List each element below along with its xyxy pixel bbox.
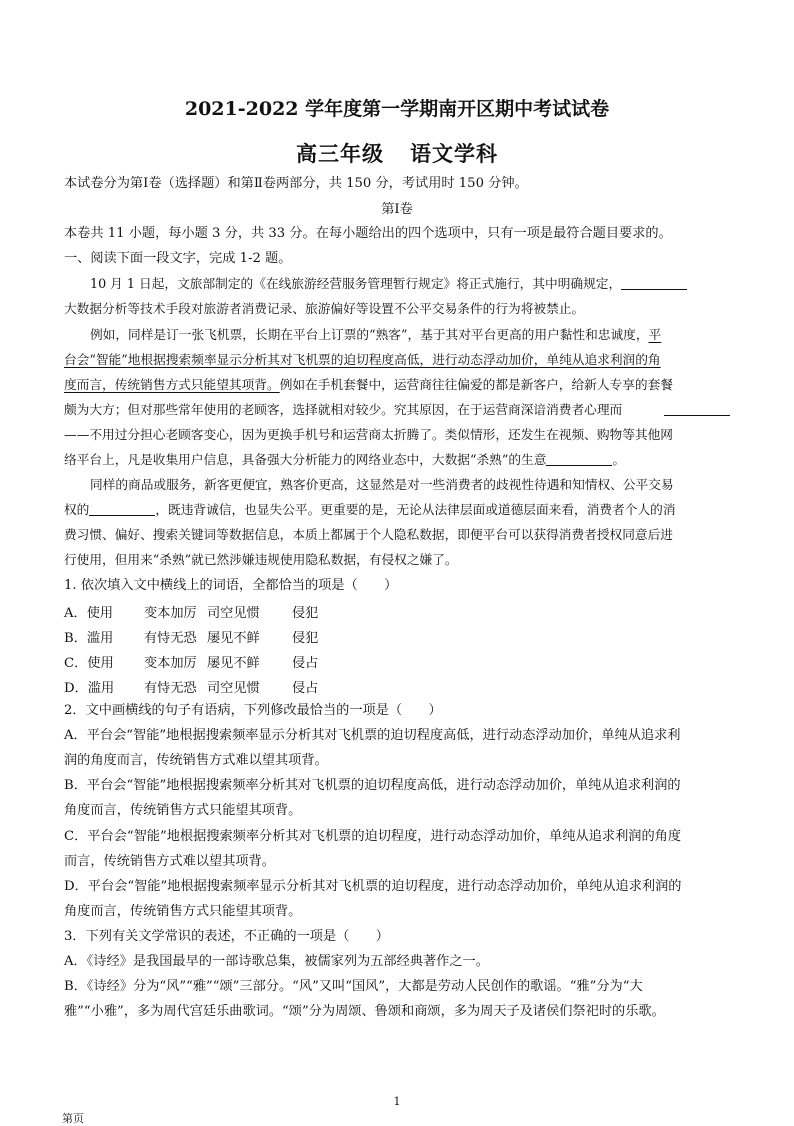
passage-line (64, 376, 673, 394)
passage-line: 费习惯、偏好、搜索关键词等数据信息，本质上都属于个人隐私数据，即便平台可以获得消费者授权同意后进 (64, 527, 673, 542)
question-1-stem: 1. 依次填入文中横线上的词语，全都恰当的项是（ ） (64, 578, 398, 593)
passage-line (90, 326, 661, 344)
option-word: 屡见不鲜 (207, 656, 260, 671)
option-label: A．使用 (64, 606, 114, 621)
footer-label: 第页 (62, 1112, 84, 1125)
subject-label: 语文学科 (410, 141, 498, 166)
question-2-option-b: B．平台会“智能”地根据搜索频率分析其对飞机票的迫切程度高低，进行动态浮动加价，单纯从追求利润的 (64, 778, 681, 793)
exam-intro: 本试卷分为第Ⅰ卷（选择题）和第Ⅱ卷两部分，共 150 分，考试用时 150 分钟。 (64, 176, 528, 191)
part-heading: 第Ⅰ卷 (381, 202, 413, 217)
option-label: D．滥用 (64, 681, 115, 696)
option-word: 侵占 (292, 681, 319, 696)
passage-line: 行使用，但用来“杀熟”就已然涉嫌违规使用隐私数据，有侵权之嫌了。 (64, 552, 458, 567)
question-2-option-c: C．平台会“智能”地根据搜索频率分析其对飞机票的迫切程度，进行动态浮动加价，单纯从追求利润的角度 (64, 829, 682, 844)
option-word: 有恃无恐 (144, 631, 197, 646)
option-label: B．滥用 (64, 631, 114, 646)
option-word: 侵犯 (292, 631, 319, 646)
question-1-option-a (64, 602, 332, 621)
passage-line: 同样的商品或服务，新客更便宜，熟客价更高，这显然是对一些消费者的歧视性待遇和知情权、公平交易 (90, 477, 674, 492)
option-word: 变本加厉 (144, 606, 197, 621)
exam-subtitle (0, 138, 794, 168)
passage-line (64, 451, 625, 469)
passage-line (64, 501, 676, 519)
passage-text: 例如，同样是订一张飞机票，长期在平台上订票的“熟客”，基于其对平台更高的用户黏性和忠诚度， (90, 327, 649, 342)
page-number: 1 (393, 1095, 401, 1108)
underlined-sentence: 度而言，传统销售方式只能望其项背。 (64, 377, 280, 392)
exam-title: 2021-2022 学年度第一学期南开区期中考试试卷 (184, 98, 610, 120)
question-1-option-b (64, 627, 332, 646)
question-1-option-c (64, 652, 332, 671)
question-3-stem: 3．下列有关文学常识的表述，不正确的一项是（ ） (64, 929, 389, 944)
question-1-option-d (64, 677, 332, 696)
passage-line: 大数据分析等技术手段对旅游者消费记录、旅游偏好等设置不公平交易条件的行为将被禁止。 (64, 301, 585, 316)
underlined-sentence: 平 (648, 327, 662, 342)
option-word: 侵占 (292, 656, 319, 671)
passage-line: ——不用过分担心老顾客变心，因为更换手机号和运营商太折腾了。类似情形，还发生在视频、购物等其他网 (64, 427, 673, 442)
question-2-option-a-cont: 润的角度而言，传统销售方式难以望其项背。 (64, 753, 328, 768)
grade-label: 高三年级 (296, 141, 384, 166)
question-3-option-b-cont: 雅”“小雅”，多为周代宫廷乐曲歌词。“颂”分为周颂、鲁颂和商颂，多为周天子及诸侯们祭祀时的乐歌。 (64, 1004, 665, 1019)
question-2-option-a: A．平台会“智能”地根据搜索频率显示分析其对飞机票的迫切程度高低，进行动态浮动加价，单纯从追求利 (64, 728, 681, 743)
question-3-option-b: B．《诗经》分为“风”“雅”“颂”三部分。“风”又叫“国风”，大都是劳动人民创作的歌谣。“雅”分为“大 (64, 979, 643, 994)
question-2-option-c-cont: 而言，传统销售方式难以望其项背。 (64, 854, 275, 869)
passage-line: 颇为大方；但对那些常年使用的老顾客，选择就相对较少。究其原因，在于运营商深谙消费者心理而 (64, 402, 623, 417)
option-word: 有恃无恐 (144, 681, 197, 696)
fill-blank-2 (664, 401, 730, 419)
passage-text: ，既违背诚信，也显失公平。更重要的是，无论从法律层面或道德层面来看，消费者个人的消 (155, 502, 676, 517)
part-instructions: 本卷共 11 小题，每小题 3 分，共 33 分。在每小题给出的四个选项中，只有一项是最符合题目要求的。 (64, 226, 672, 241)
passage-text: 例如在手机套餐中，运营商往往偏爱的都是新客户，给新人专享的套餐 (279, 377, 673, 392)
question-2-option-d-cont: 角度而言，传统销售方式只能望其项背。 (64, 904, 302, 919)
underlined-sentence: 台会“智能”地根据搜索频率显示分析其对飞机票的迫切程度高低，进行动态浮动加价，单纯从追求利润的角 (64, 352, 661, 367)
passage-text: 权的 (64, 502, 90, 517)
question-2-option-b-cont: 角度而言，传统销售方式只能望其项背。 (64, 803, 302, 818)
question-2-option-d: D．平台会“智能”地根据搜索频率显示分析其对飞机票的迫切程度，进行动态浮动加价，单纯从追求利润的 (64, 879, 682, 894)
passage-line (90, 275, 687, 293)
option-word: 侵犯 (292, 606, 319, 621)
option-label: C．使用 (64, 656, 114, 671)
option-word: 司空见惯 (207, 606, 260, 621)
question-3-option-a: A．《诗经》是我国最早的一部诗歌总集，被儒家列为五部经典著作之一。 (64, 954, 489, 969)
option-word: 屡见不鲜 (207, 631, 260, 646)
option-word: 司空见惯 (207, 681, 260, 696)
fill-blank-3 (546, 453, 612, 466)
question-2-stem: 2．文中画横线的句子有语病，下列修改最恰当的一项是（ ） (64, 703, 442, 718)
passage-text: 。 (612, 452, 626, 467)
option-word: 变本加厉 (144, 656, 197, 671)
fill-blank-1 (621, 277, 687, 290)
passage-text: 10 月 1 日起，文旅部制定的《在线旅游经营服务管理暂行规定》将正式施行，其中明确规定， (90, 276, 622, 291)
passage-text: 络平台上，凡是收集用户信息，具备强大分析能力的网络业态中，大数据“杀熟”的生意 (64, 452, 547, 467)
section-heading: 一、阅读下面一段文字，完成 1-2 题。 (64, 251, 292, 266)
fill-blank-4 (89, 503, 155, 516)
